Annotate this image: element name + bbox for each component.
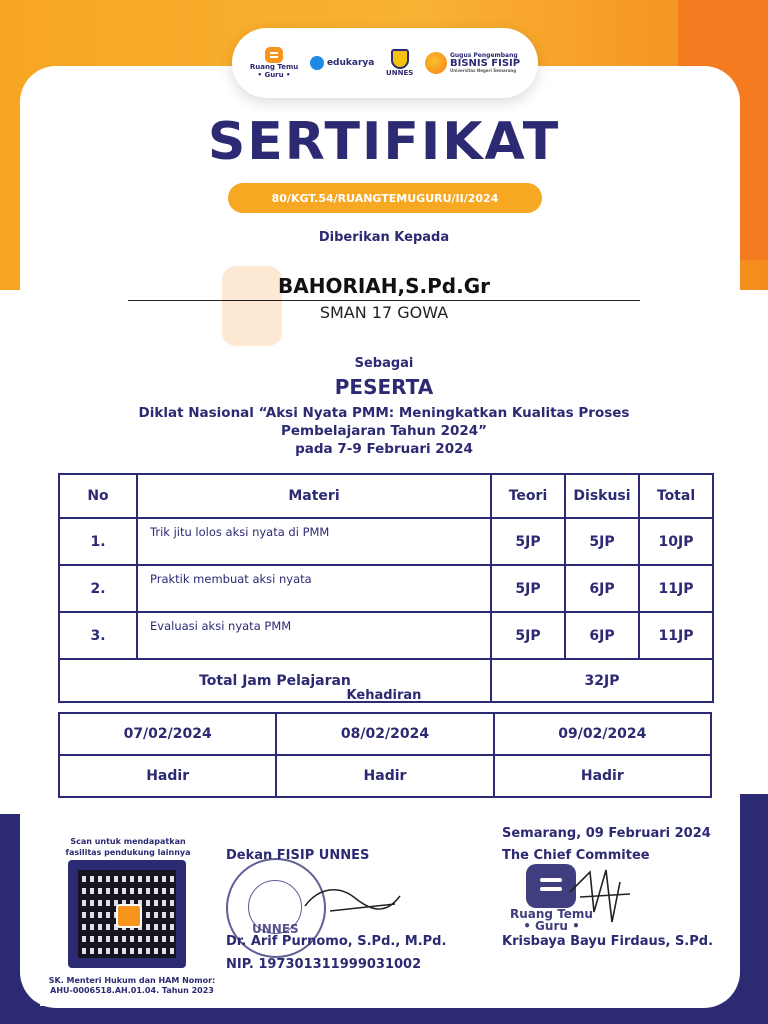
background-navy-bottom [0,1006,768,1024]
row-no: 3. [59,612,137,659]
row-teori: 5JP [491,518,565,565]
row-diskusi: 6JP [565,565,639,612]
stamp-text: UNNES [252,922,299,936]
name-underline [128,300,640,301]
attendance-status: Hadir [59,755,276,797]
place-date: Semarang, 09 Februari 2024 [502,826,711,841]
attendance-title: Kehadiran [346,688,422,703]
dean-name: Dr. Arif Purnomo, S.Pd., M.Pd. [226,934,447,949]
ruangtemu-icon [265,47,283,63]
row-total: 11JP [639,612,713,659]
unnes-logo: UNNES [386,49,413,77]
table-row [59,565,713,612]
header-no: No [59,474,137,518]
row-teori: 5JP [491,612,565,659]
chief-name: Krisbaya Bayu Firdaus, S.Pd. [502,934,714,949]
attendance-status: Hadir [276,755,493,797]
fisip-logo: Gugus Pengembang BISNIS FISIP Universitas Negeri Semarang [425,52,520,74]
attendance-date: 09/02/2024 [494,713,711,755]
recipient-name: BAHORIAH,S.Pd.Gr [278,274,490,298]
row-total: 10JP [639,518,713,565]
certificate-number: 80/KGT.54/RUANGTEMUGURU/II/2024 [228,183,542,213]
row-total: 11JP [639,565,713,612]
row-no: 2. [59,565,137,612]
dean-nip: NIP. 197301311999031002 [226,957,422,972]
recipient-role: PESERTA [334,375,434,399]
chief-title: The Chief Commitee [502,848,650,863]
attendance-date: 08/02/2024 [276,713,493,755]
header-diskusi: Diskusi [565,474,639,518]
fisip-icon [425,52,447,74]
row-materi: Praktik membuat aksi nyata [137,565,491,612]
materi-table [58,473,714,703]
edukarya-logo: edukarya [310,56,374,70]
header-materi: Materi [137,474,491,518]
ruangtemu-logo: Ruang Temu • Guru • [250,47,298,79]
recipient-school: SMAN 17 GOWA [319,303,449,322]
header-teori: Teori [491,474,565,518]
qr-caption: Scan untuk mendapatkan fasilitas pendukung lainnya [65,837,191,857]
event-description: Diklat Nasional “Aksi Nyata PMM: Meningkatkan Kualitas Proses Pembelajaran Tahun 2024” pada 7-9 Februari 2024 [138,405,630,457]
legal-registration: SK. Menteri Hukum dan HAM Nomor: AHU-0006518.AH.01.04. Tahun 2023 [48,976,216,995]
header-total: Total [639,474,713,518]
qr-code[interactable] [68,860,186,968]
row-diskusi: 6JP [565,612,639,659]
table-header-row [59,474,713,518]
qr-logo-icon [116,904,142,928]
total-label: Total Jam Pelajaran [59,659,491,702]
given-to-label: Diberikan Kepada [318,230,450,245]
chief-signature [560,852,640,932]
dean-title: Dekan FISIP UNNES [226,848,370,863]
row-teori: 5JP [491,565,565,612]
edukarya-icon [310,56,324,70]
attendance-status: Hadir [494,755,711,797]
unnes-emblem-icon [391,49,409,69]
table-row [59,518,713,565]
attendance-status-row [59,755,711,797]
logo-bar [232,28,538,98]
ruangtemu-stamp-text: Ruang Temu • Guru • [510,907,593,933]
dean-signature [300,876,410,926]
table-row [59,612,713,659]
row-materi: Evaluasi aksi nyata PMM [137,612,491,659]
row-diskusi: 5JP [565,518,639,565]
row-no: 1. [59,518,137,565]
as-label: Sebagai [354,356,414,371]
attendance-table [58,712,712,798]
row-materi: Trik jitu lolos aksi nyata di PMM [137,518,491,565]
attendance-dates-row [59,713,711,755]
attendance-date: 07/02/2024 [59,713,276,755]
certificate-title: SERTIFIKAT [207,112,561,172]
total-value: 32JP [491,659,713,702]
